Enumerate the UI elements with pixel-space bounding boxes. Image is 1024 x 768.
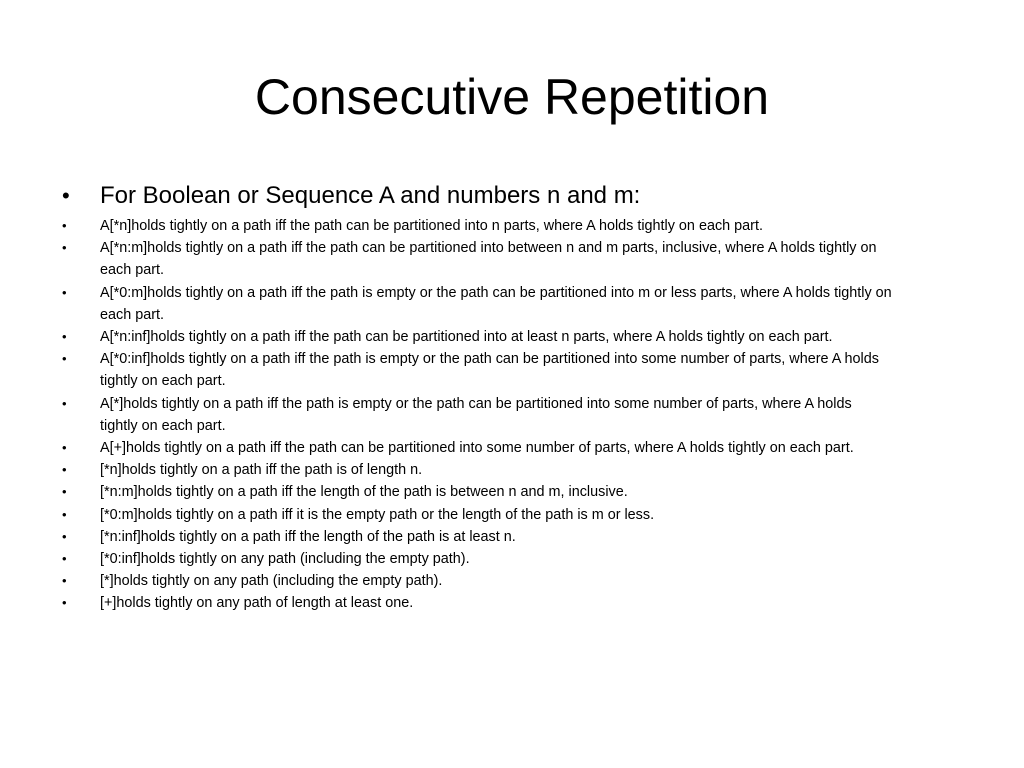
list-item [62, 481, 892, 503]
list-item [62, 237, 892, 281]
lead-bullet [62, 181, 892, 211]
list-item [62, 548, 892, 570]
list-item [62, 504, 892, 526]
slide-title: Consecutive Repetition [254, 69, 770, 125]
list-item [62, 592, 892, 614]
bullet-icon: • [62, 573, 67, 589]
list-item [62, 282, 892, 326]
list-item [62, 526, 892, 548]
list-item [62, 459, 892, 481]
list-item [62, 215, 892, 237]
lead-text: For Boolean or Sequence A and numbers n and m: [100, 182, 641, 209]
bullet-list [62, 215, 892, 615]
bullet-icon: • [62, 551, 67, 567]
list-item-text: A[*n]holds tightly on a path iff the path can be partitioned into n parts, where A holds tightly on each part. [100, 218, 763, 234]
list-item [62, 326, 892, 348]
list-item [62, 570, 892, 592]
bullet-icon: • [62, 284, 67, 300]
list-item-text: [*n:inf]holds tightly on a path iff the length of the path is at least n. [100, 528, 516, 545]
bullet-icon: • [62, 484, 67, 500]
list-item-text: [*n:m]holds tightly on a path iff the length of the path is between n and m, inclusive. [100, 484, 628, 501]
bullet-icon: • [62, 329, 67, 345]
list-item-text: A[*]holds tightly on a path iff the path is empty or the path can be partitioned into some number of parts, where A holds tightly on each part. [100, 395, 852, 434]
list-item-text: A[*0:inf]holds tightly on a path iff the path is empty or the path can be partitioned into some number of parts, where A holds tightly on each part. [100, 351, 879, 390]
list-item-text: A[+]holds tightly on a path iff the path can be partitioned into some number of parts, where A holds tightly on each part. [100, 440, 854, 457]
bullet-icon: • [62, 218, 67, 233]
bullet-icon: • [62, 506, 67, 522]
list-item-text: A[*0:m]holds tightly on a path iff the path is empty or the path can be partitioned into m or less parts, where A holds tightly on each part. [100, 284, 892, 323]
slide-body [62, 181, 892, 615]
bullet-icon: • [62, 440, 67, 456]
list-item [62, 393, 892, 437]
bullet-icon: • [62, 240, 67, 256]
bullet-icon: • [62, 351, 67, 367]
list-item [62, 348, 892, 392]
bullet-icon: • [62, 183, 70, 208]
list-item-text: [*0:m]holds tightly on a path iff it is the empty path or the length of the path is m or less. [100, 506, 655, 523]
list-item-text: A[*n:m]holds tightly on a path iff the path can be partitioned into between n and m parts, inclusive, where A holds tightly on each part. [100, 240, 877, 279]
list-item-text: [*n]holds tightly on a path iff the path is of length n. [100, 462, 423, 479]
list-item-text: A[*n:inf]holds tightly on a path iff the path can be partitioned into at least n parts, where A holds tightly on each part. [100, 329, 833, 346]
bullet-icon: • [62, 462, 67, 478]
list-item-text: [*]holds tightly on any path (including the empty path). [100, 573, 443, 590]
list-item-text: [+]holds tightly on any path of length at least one. [100, 595, 414, 612]
bullet-icon: • [62, 395, 67, 411]
list-item [62, 437, 892, 459]
bullet-icon: • [62, 528, 67, 544]
list-item-text: [*0:inf]holds tightly on any path (including the empty path). [100, 551, 470, 568]
bullet-icon: • [62, 595, 67, 611]
